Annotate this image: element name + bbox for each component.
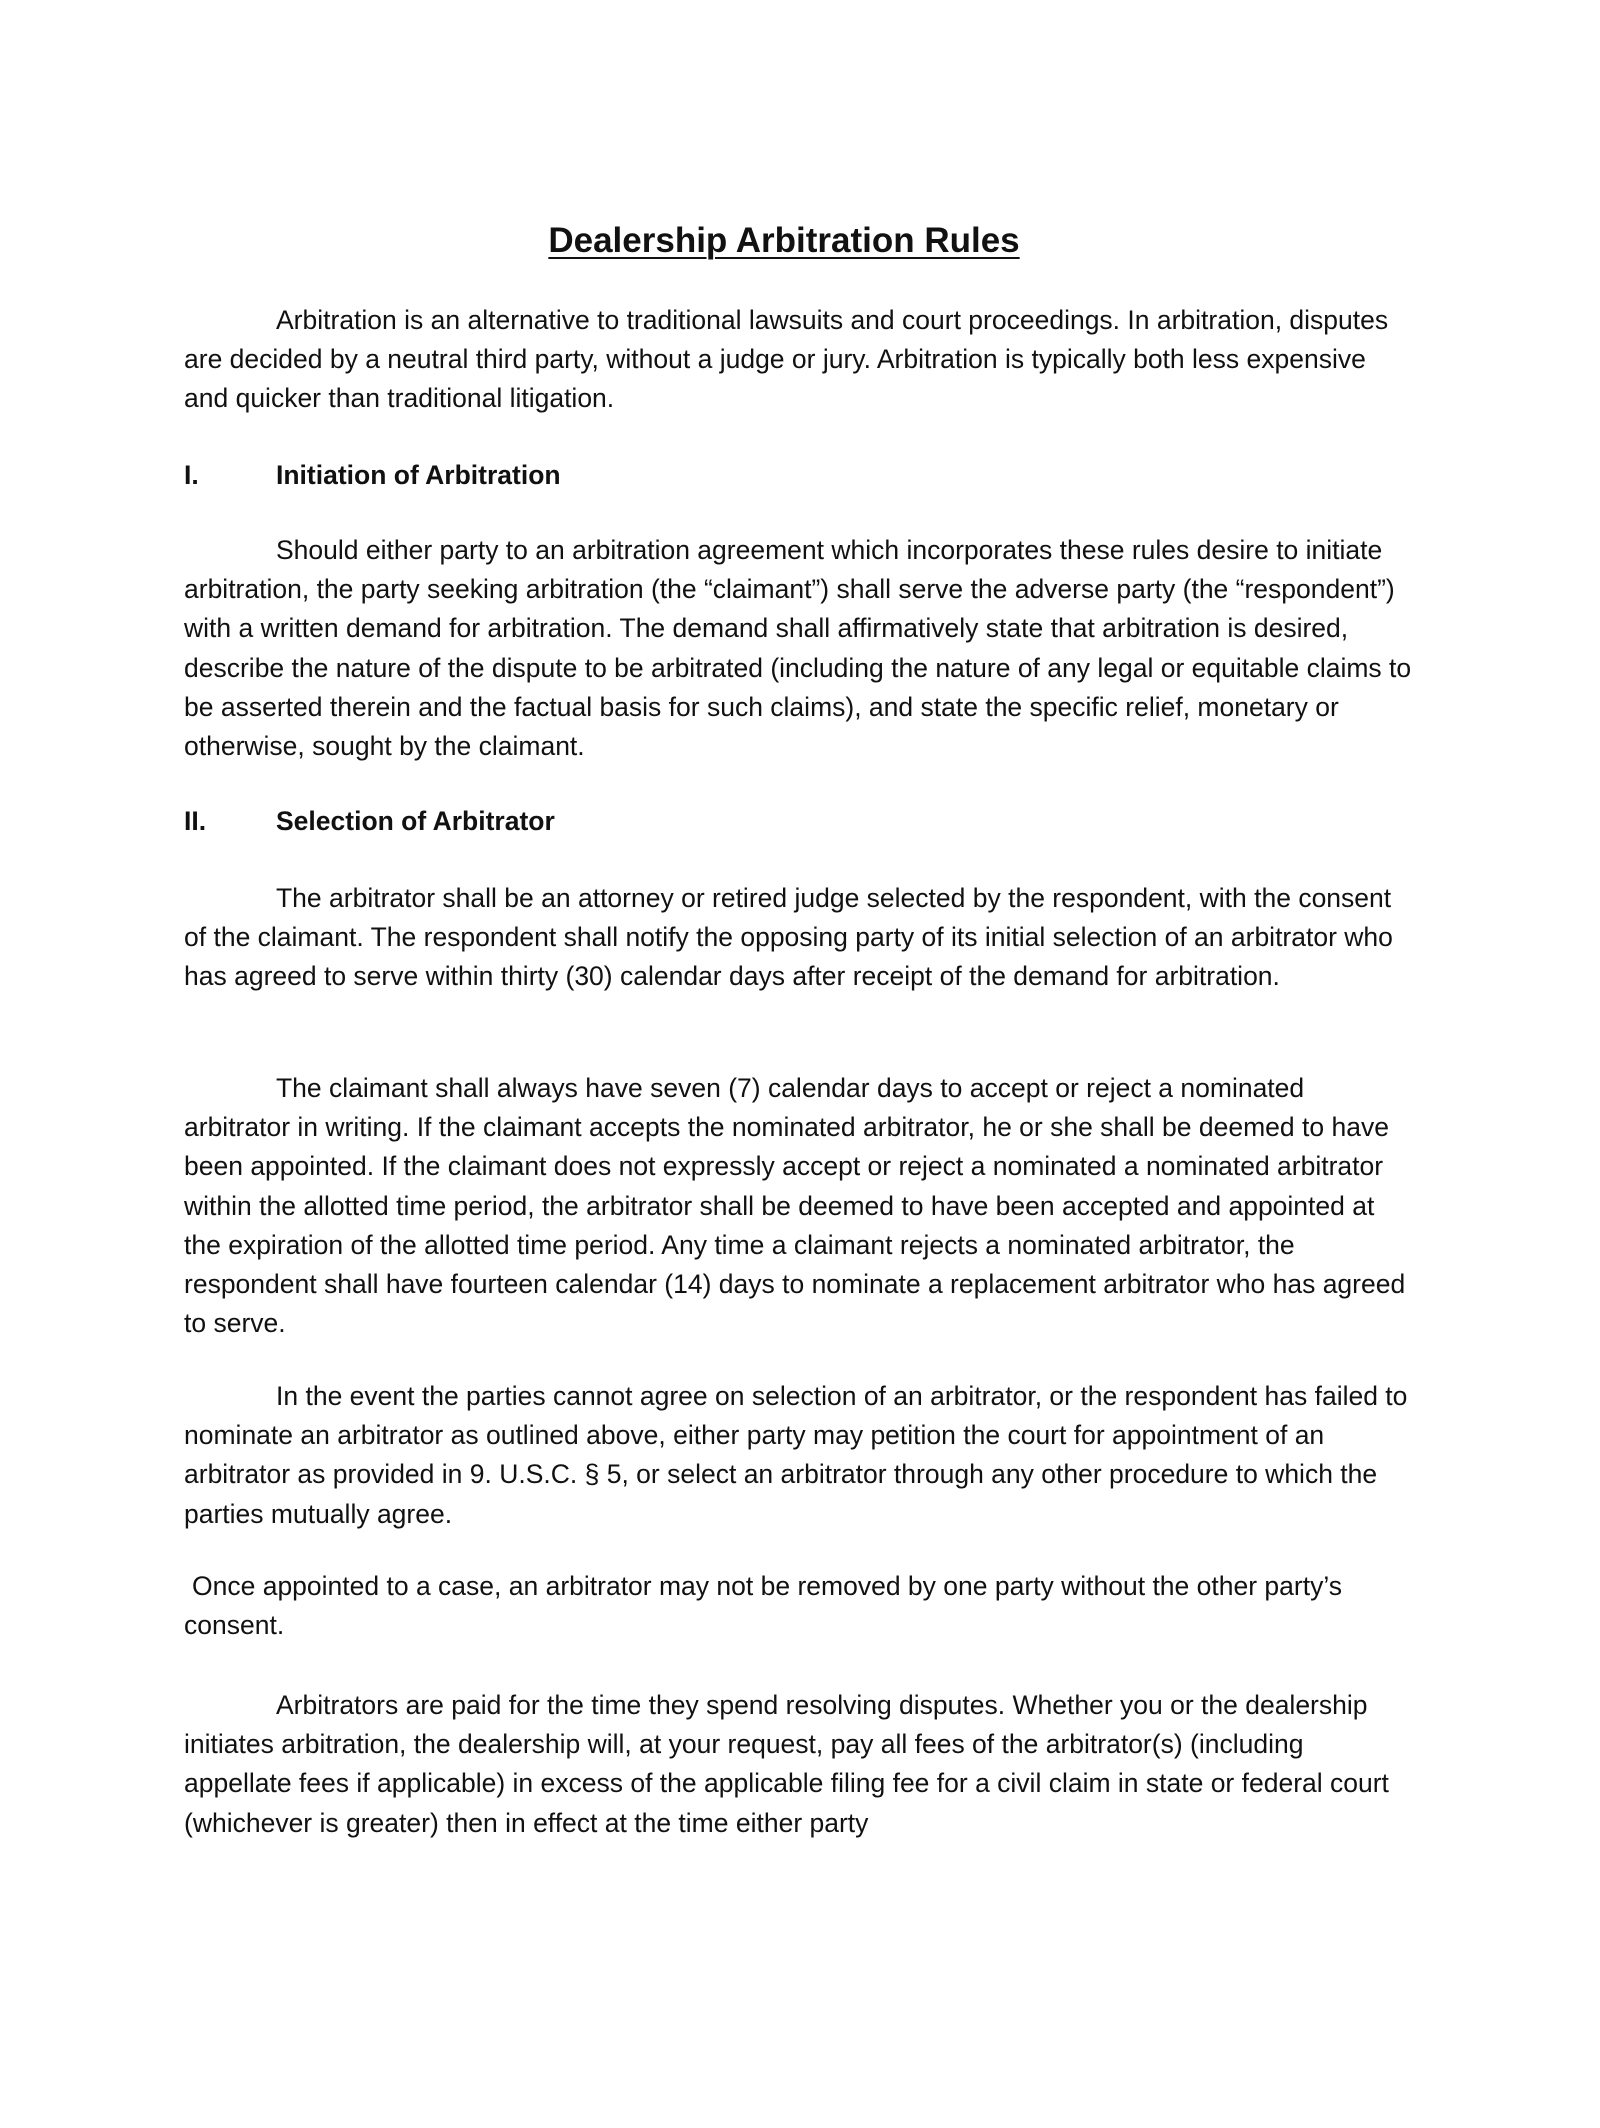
selection-paragraph-4: Once appointed to a case, an arbitrator may not be removed by one party without the other party’s consent. [184,1571,1342,1641]
selection-paragraph-2: The claimant shall always have seven (7) calendar days to accept or reject a nominated arbitrator in writing. If the claimant accepts the nominated arbitrator, he or she shall be deemed to have been appointed. If the claimant does not expressly accept or reject a nominated a nominated arbitrator within the allotted time period, the arbitrator shall be deemed to have been accepted and appointed at the expiration of the allotted time period. Any time a claimant rejects a nominated arbitrator, the respondent shall have fourteen calendar (14) days to nominate a replacement arbitrator who has agreed to serve. [184,1073,1406,1339]
selection-paragraph-3: In the event the parties cannot agree on selection of an arbitrator, or the respondent has failed to nominate an arbitrator as outlined above, either party may petition the court for appointment of an arbitrator as provided in 9. U.S.C. § 5, or select an arbitrator through any other procedure to which the parties mutually agree. [184,1381,1408,1529]
selection-paragraph-5: Arbitrators are paid for the time they spend resolving disputes. Whether you or the dealership initiates arbitration, the dealership will, at your request, pay all fees of the arbitrator(s) (including appellate fees if applicable) in excess of the applicable filing fee for a civil claim in state or federal court (whichever is greater) then in effect at the time either party [184,1690,1389,1838]
intro-paragraph: Arbitration is an alternative to traditional lawsuits and court proceedings. In arbitration, disputes are decided by a neutral third party, without a judge or jury. Arbitration is typically both less expensive and quicker than traditional litigation. [184,305,1389,414]
document-title: Dealership Arbitration Rules [548,221,1020,260]
selection-paragraph-1: The arbitrator shall be an attorney or retired judge selected by the respondent, with the consent of the claimant. The respondent shall notify the opposing party of its initial selection of an arbitrator who has agreed to serve within thirty (30) calendar days after receipt of the demand for arbitration. [184,883,1393,992]
section-title: Selection of Arbitrator [276,806,555,836]
section-number: I. [184,460,199,490]
section-heading-selection [184,802,1416,841]
section-heading-initiation [184,456,1416,495]
initiation-paragraph: Should either party to an arbitration agreement which incorporates these rules desire to initiate arbitration, the party seeking arbitration (the “claimant”) shall serve the adverse party (the “respondent”) with a written demand for arbitration. The demand shall affirmatively state that arbitration is desired, describe the nature of the dispute to be arbitrated (including the nature of any legal or equitable claims to be asserted therein and the factual basis for such claims), and state the specific relief, monetary or otherwise, sought by the claimant. [184,535,1412,762]
section-number: II. [184,806,207,836]
section-title: Initiation of Arbitration [276,460,561,490]
